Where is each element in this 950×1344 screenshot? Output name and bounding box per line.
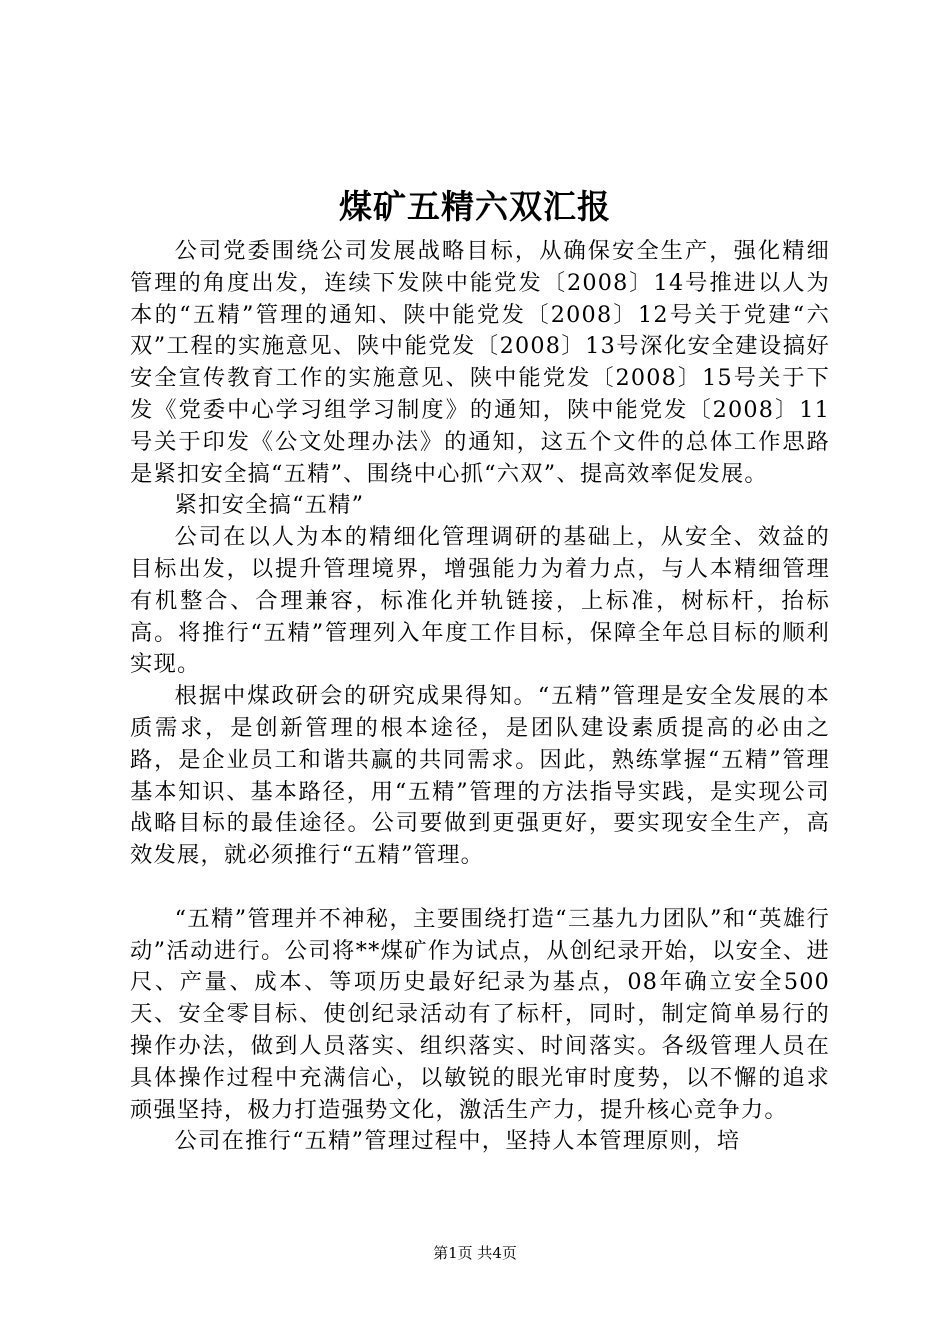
paragraph: 公司在以人为本的精细化管理调研的基础上，从安全、效益的目标出发，以提升管理境界，增强能力为着力点，与人本精细管理有机整合、合理兼容，标准化并轨链接，上标准，树标杆，抬标高。将推行“五精”管理列入年度工作目标，保障全年总目标的顺利实现。	[130, 524, 830, 678]
paragraph: “五精”管理并不神秘，主要围绕打造“三基九力团队”和“英雄行动”活动进行。公司将**煤矿作为试点，从创纪录开始，以安全、进尺、产量、成本、等项历史最好纪录为基点，08年确立安全500天、安全零目标、使创纪录活动有了标杆，同时，制定简单易行的操作办法，做到人员落实、组织落实、时间落实。各级管理人员在具体操作过程中充满信心，以敏锐的眼光审时度势，以不懈的追求顽强坚持，极力打造强势文化，激活生产力，提升核心竞争力。	[130, 905, 830, 1123]
document-title: 煤矿五精六双汇报	[339, 187, 611, 226]
page-footer: 第1页 共4页	[433, 1244, 517, 1262]
document-body	[130, 236, 830, 1158]
paragraph: 根据中煤政研会的研究成果得知。“五精”管理是安全发展的本质需求，是创新管理的根本途径，是团队建设素质提高的必由之路，是企业员工和谐共赢的共同需求。因此，熟练掌握“五精”管理基本知识、基本路径，用“五精”管理的方法指导实践，是实现公司战略目标的最佳途径。公司要做到更强更好，要实现安全生产，高效发展，就必须推行“五精”管理。	[130, 683, 830, 869]
paragraph-intro: 公司党委围绕公司发展战略目标，从确保安全生产，强化精细管理的角度出发，连续下发陕中能党发〔2008〕14号推进以人为本的“五精”管理的通知、陕中能党发〔2008〕12号关于党建“六双”工程的实施意见、陕中能党发〔2008〕13号深化安全建设搞好安全宣传教育工作的实施意见、陕中能党发〔2008〕15号关于下发《党委中心学习组学习制度》的通知，陕中能党发〔2008〕11号关于印发《公文处理办法》的通知，这五个文件的总体工作思路是紧扣安全搞“五精”、围绕中心抓“六双”、提高效率促发展。	[130, 238, 830, 487]
section-heading: 紧扣安全搞“五精”	[174, 492, 365, 519]
paragraph: 公司在推行“五精”管理过程中，坚持人本管理原则，培	[174, 1128, 741, 1155]
